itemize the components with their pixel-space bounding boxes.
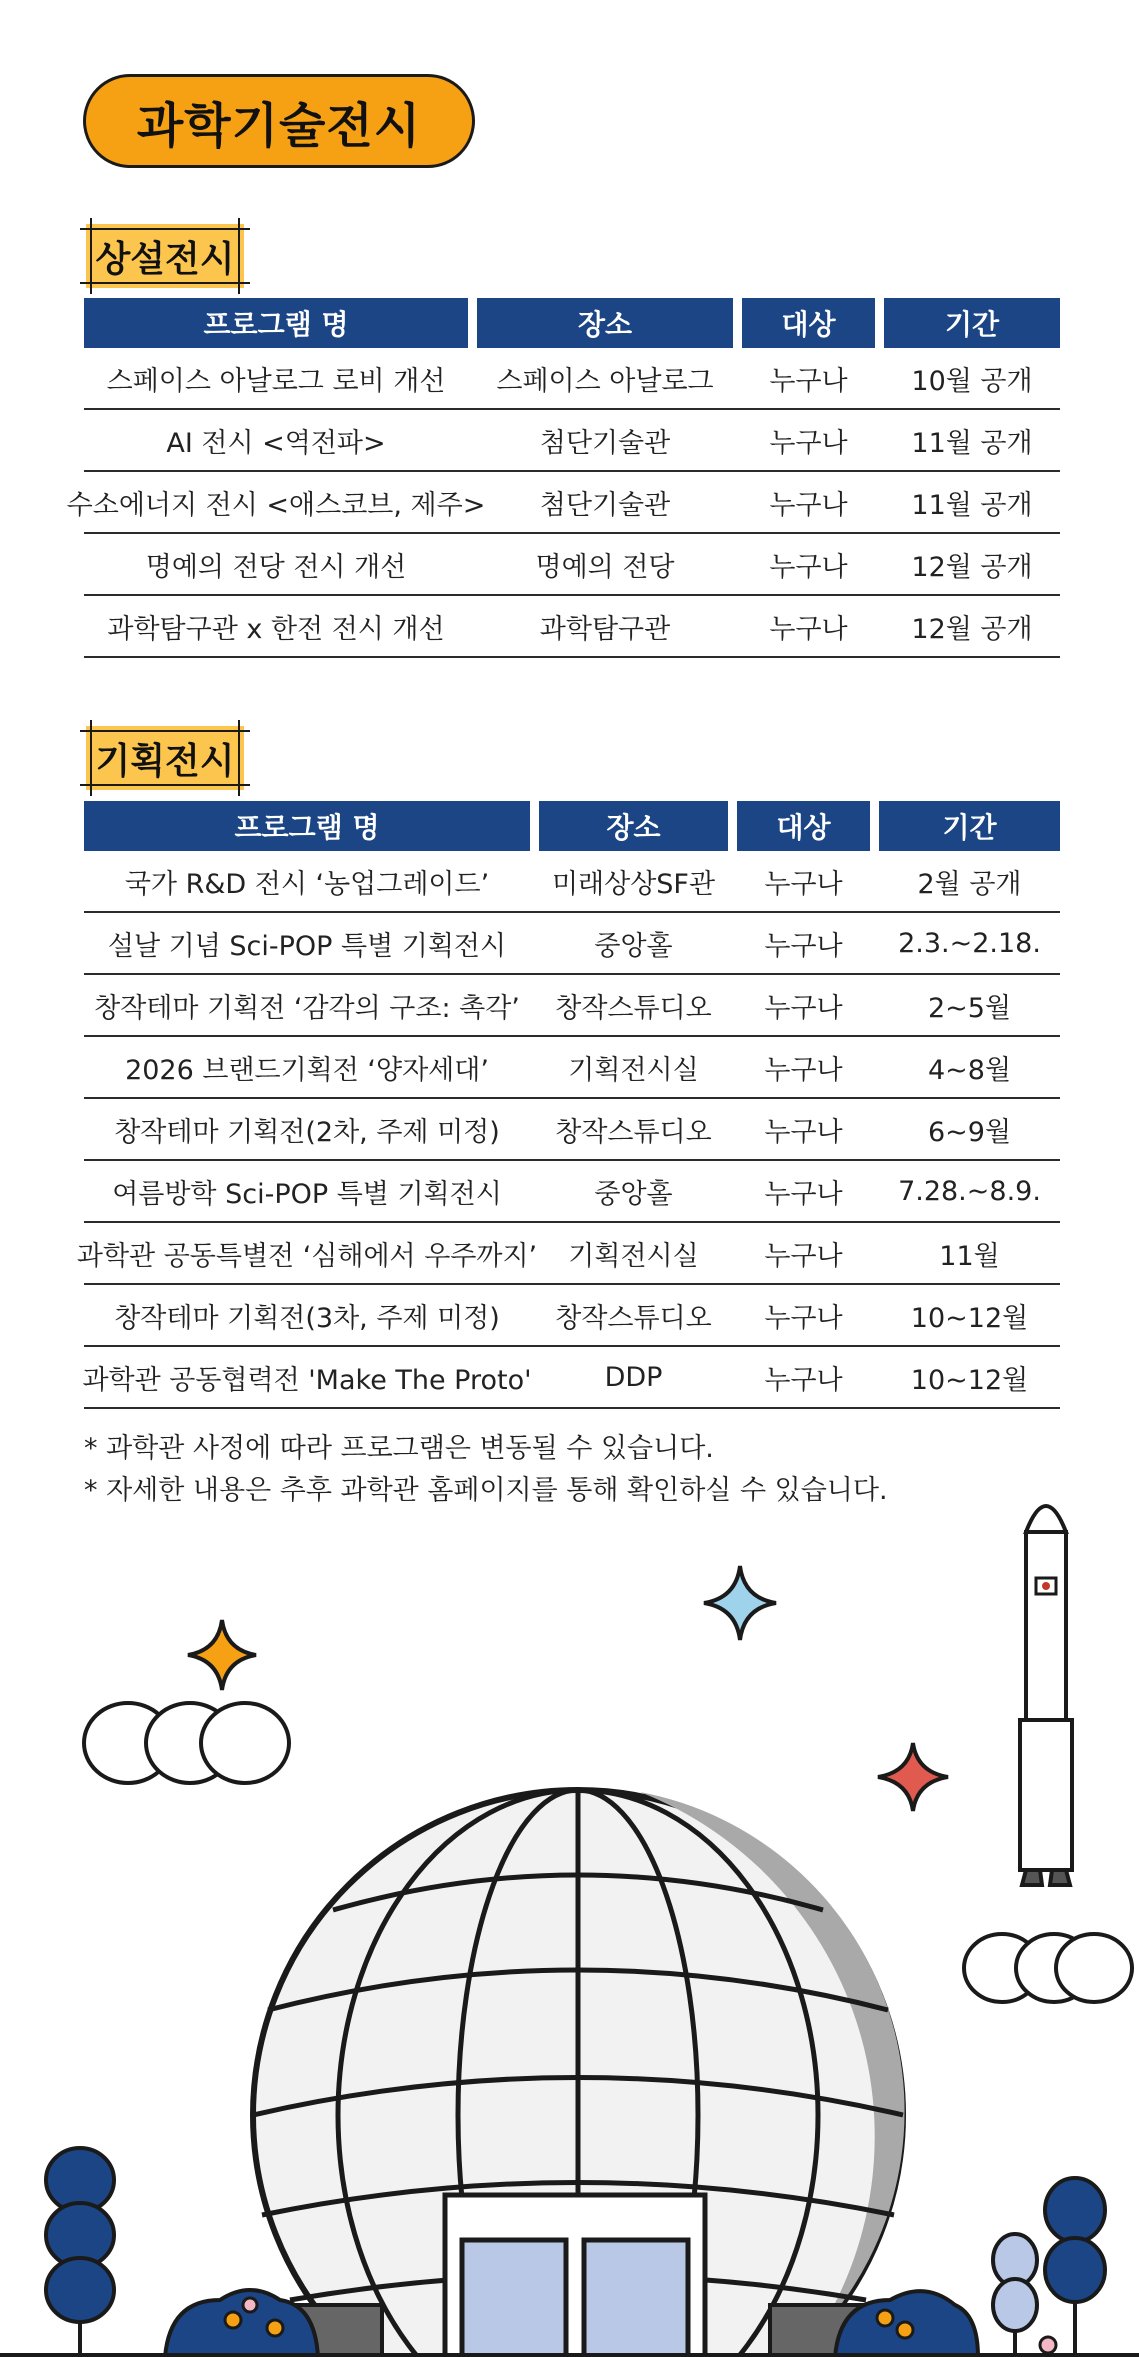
sparkle-icon — [704, 1566, 776, 1640]
cell-program: 창작테마 기획전(3차, 주제 미정) — [114, 1302, 500, 1334]
table-row — [84, 596, 1060, 658]
cell-place: 첨단기술관 — [539, 427, 671, 459]
cell-program: 2026 브랜드기획전 ‘양자세대’ — [125, 1054, 489, 1086]
section-label-special — [86, 726, 244, 790]
cell-program: 여름방학 Sci-POP 특별 기획전시 — [112, 1178, 502, 1210]
table-row — [84, 851, 1060, 913]
note-line: * 과학관 사정에 따라 프로그램은 변동될 수 있습니다. — [84, 1433, 714, 1464]
cell-target: 누구나 — [764, 1364, 843, 1396]
cell-target: 누구나 — [764, 1240, 843, 1272]
table-row — [84, 1347, 1060, 1409]
cell-target: 누구나 — [764, 868, 843, 900]
cell-period: 6~9월 — [927, 1116, 1012, 1148]
cell-target: 누구나 — [764, 1054, 843, 1086]
cell-target: 누구나 — [769, 365, 848, 397]
cell-place: 과학탐구관 — [539, 613, 671, 645]
header-period: 기간 — [884, 298, 1060, 348]
table-header — [84, 801, 1060, 851]
cell-period: 10~12월 — [910, 1302, 1029, 1334]
table-row — [66, 472, 1060, 534]
header-target: 대상 — [742, 298, 875, 348]
cell-period: 4~8월 — [927, 1054, 1012, 1086]
cell-target: 누구나 — [769, 427, 848, 459]
table-row — [84, 534, 1060, 596]
table-row — [84, 1037, 1060, 1099]
cell-program: 창작테마 기획전(2차, 주제 미정) — [114, 1116, 500, 1148]
section-label-permanent — [86, 224, 244, 288]
cell-target: 누구나 — [769, 489, 848, 521]
table-body — [66, 348, 1060, 658]
globe-dome-icon — [253, 1790, 905, 2357]
special-table — [76, 801, 1060, 1409]
cell-period: 11월 공개 — [911, 427, 1033, 459]
table-row — [84, 975, 1060, 1037]
cell-period: 2.3.~2.18. — [898, 927, 1041, 959]
cell-period: 10~12월 — [910, 1364, 1029, 1396]
cell-place: DDP — [604, 1361, 663, 1393]
table-row — [84, 913, 1060, 975]
cell-place: 창작스튜디오 — [555, 992, 712, 1024]
section-label-permanent-text: 상설전시 — [95, 238, 235, 280]
science-museum-illustration — [0, 1480, 1139, 2357]
cell-place: 창작스튜디오 — [555, 1116, 712, 1148]
header-place: 장소 — [477, 298, 733, 348]
cloud-icon — [84, 1703, 289, 1783]
cell-target: 누구나 — [769, 613, 848, 645]
cell-period: 12월 공개 — [911, 551, 1033, 583]
cell-place: 첨단기술관 — [539, 489, 671, 521]
sparkle-icon — [878, 1743, 948, 1811]
cell-program: 국가 R&D 전시 ‘농업그레이드’ — [124, 868, 490, 900]
cell-program: AI 전시 <역전파> — [166, 427, 386, 459]
table-row — [84, 410, 1060, 472]
cell-program: 명예의 전당 전시 개선 — [145, 551, 407, 583]
table-row — [84, 1161, 1060, 1223]
cell-program: 창작테마 기획전 ‘감각의 구조: 촉각’ — [94, 992, 520, 1024]
header-program: 프로그램 명 — [84, 801, 530, 851]
section-label-special-text: 기획전시 — [95, 740, 235, 782]
header-place: 장소 — [539, 801, 728, 851]
cell-period: 12월 공개 — [911, 613, 1033, 645]
cell-target: 누구나 — [764, 1116, 843, 1148]
cell-target: 누구나 — [764, 1178, 843, 1210]
cell-period: 7.28.~8.9. — [898, 1175, 1041, 1207]
cell-place: 중앙홀 — [594, 1178, 673, 1210]
cell-program: 과학관 공동협력전 'Make The Proto' — [82, 1364, 532, 1396]
cloud-icon — [964, 1934, 1132, 2002]
permanent-table — [66, 298, 1060, 658]
cell-period: 11월 공개 — [911, 489, 1033, 521]
cell-program: 설날 기념 Sci-POP 특별 기획전시 — [107, 930, 507, 962]
cell-program: 과학관 공동특별전 ‘심해에서 우주까지’ — [76, 1240, 538, 1272]
cell-target: 누구나 — [764, 992, 843, 1024]
header-program: 프로그램 명 — [84, 298, 468, 348]
cell-place: 기획전시실 — [568, 1054, 699, 1086]
cell-target: 누구나 — [764, 1302, 843, 1334]
cell-period: 2~5월 — [927, 992, 1012, 1024]
page-title: 과학기술전시 — [136, 97, 422, 154]
table-row — [84, 348, 1060, 410]
cell-place: 미래상상SF관 — [551, 868, 716, 900]
cell-place: 명예의 전당 — [535, 551, 675, 583]
cell-place: 창작스튜디오 — [555, 1302, 712, 1334]
cell-program: 스페이스 아날로그 로비 개선 — [106, 365, 446, 397]
cell-period: 10월 공개 — [911, 365, 1033, 397]
cell-target: 누구나 — [764, 930, 843, 962]
table-row — [76, 1223, 1060, 1285]
cell-program: 수소에너지 전시 <애스코브, 제주> — [66, 489, 486, 521]
header-target: 대상 — [737, 801, 870, 851]
cell-program: 과학탐구관 x 한전 전시 개선 — [107, 613, 445, 645]
cell-target: 누구나 — [769, 551, 848, 583]
rocket-icon — [1020, 1506, 1072, 1885]
cell-period: 2월 공개 — [917, 868, 1022, 900]
tree-icon — [993, 2178, 1105, 2357]
cell-place: 스페이스 아날로그 — [496, 365, 714, 397]
header-period: 기간 — [879, 801, 1060, 851]
sparkle-icon — [188, 1620, 256, 1690]
cell-place: 기획전시실 — [568, 1240, 699, 1272]
page-title-badge — [83, 74, 475, 168]
tree-icon — [46, 2148, 114, 2357]
cell-period: 11월 — [939, 1240, 1000, 1272]
table-body — [76, 851, 1060, 1409]
table-row — [84, 1285, 1060, 1347]
table-row — [84, 1099, 1060, 1161]
note-line: * 자세한 내용은 추후 과학관 홈페이지를 통해 확인하실 수 있습니다. — [84, 1475, 888, 1506]
table-header — [84, 298, 1060, 348]
cell-place: 중앙홀 — [594, 930, 673, 962]
